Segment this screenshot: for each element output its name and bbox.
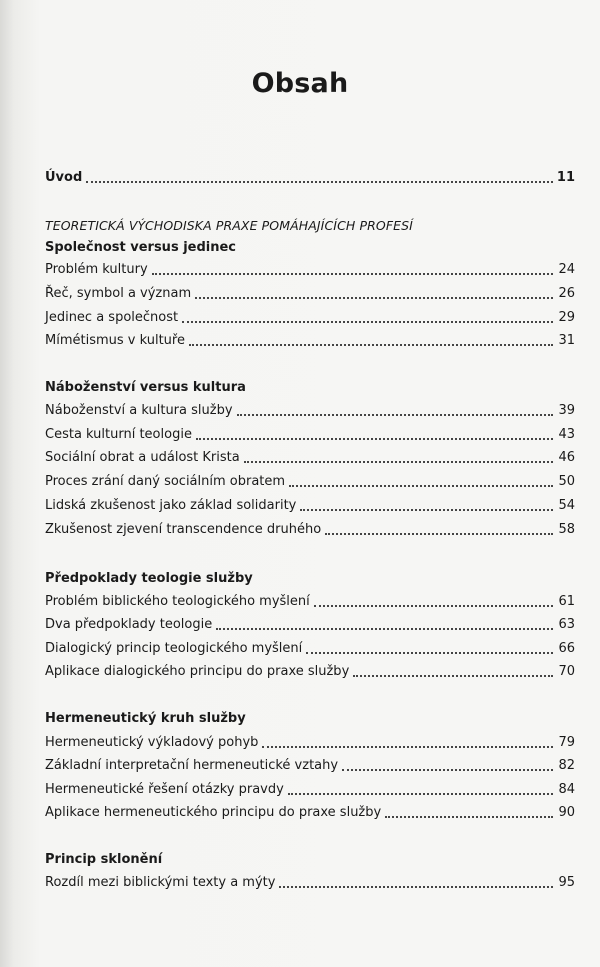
- toc-entry-page: 11: [556, 170, 575, 185]
- toc-entry-label: Cesta kulturní teologie: [45, 427, 192, 442]
- toc-entry-page: 29: [558, 310, 575, 325]
- toc-entry-page: 84: [558, 782, 575, 797]
- toc-entry-label: Náboženství a kultura služby: [45, 403, 233, 418]
- toc-entry: [45, 421, 575, 443]
- toc-entry-page: 54: [558, 498, 575, 513]
- dot-leader: [342, 768, 553, 771]
- section-heading: Hermeneutický kruh služby: [45, 711, 246, 726]
- section-heading: Princip sklonění: [45, 852, 163, 867]
- dot-leader: [325, 532, 553, 535]
- dot-leader: [216, 627, 553, 630]
- toc-entry-page: 43: [558, 427, 575, 442]
- toc-entry-label: Dva předpoklady teologie: [45, 617, 213, 632]
- toc-entry-label: Aplikace dialogického principu do praxe služby: [45, 664, 350, 679]
- toc-entry-label: Lidská zkušenost jako základ solidarity: [45, 498, 297, 513]
- dot-leader: [244, 460, 553, 463]
- toc-entry-page: 24: [558, 262, 575, 277]
- toc-entry-page: 39: [558, 403, 575, 418]
- toc-entry: [45, 304, 575, 326]
- toc-entry-label: Problém kultury: [45, 262, 148, 277]
- dot-leader: [306, 651, 553, 654]
- toc-entry: [45, 516, 575, 538]
- toc-entry-label: Řeč, symbol a význam: [45, 286, 192, 301]
- toc-entry: [45, 468, 575, 490]
- dot-leader: [289, 484, 553, 487]
- dot-leader: [262, 745, 553, 748]
- page-title: Obsah: [251, 68, 349, 99]
- toc-entry-label: Mímétismus v kultuře: [45, 333, 185, 348]
- toc-entry-label: Aplikace hermeneutického principu do praxe služby: [45, 805, 382, 820]
- toc-entry: [45, 799, 575, 821]
- toc-entry-page: 66: [558, 641, 575, 656]
- part-title: TEORETICKÁ VÝCHODISKA PRAXE POMÁHAJÍCÍCH PROFESÍ: [45, 218, 413, 233]
- toc-entry: [45, 869, 575, 891]
- toc-entry: [45, 635, 575, 657]
- toc-entry: [45, 280, 575, 302]
- toc-entry-label: Problém biblického teologického myšlení: [45, 594, 310, 609]
- toc-entry: [45, 444, 575, 466]
- dot-leader: [182, 320, 553, 323]
- toc-entry-intro: [45, 164, 575, 186]
- dot-leader: [195, 296, 553, 299]
- toc-entry-label: Sociální obrat a událost Krista: [45, 450, 240, 465]
- toc-entry-page: 26: [558, 286, 575, 301]
- toc-entry-label: Hermeneutický výkladový pohyb: [45, 735, 259, 750]
- toc-entry: [45, 776, 575, 798]
- toc-entry-label: Jedinec a společnost: [45, 310, 179, 325]
- toc-entry-label: Zkušenost zjevení transcendence druhého: [45, 522, 322, 537]
- toc-entry-page: 50: [558, 474, 575, 489]
- dot-leader: [196, 437, 553, 440]
- toc-entry-label: Hermeneutické řešení otázky pravdy: [45, 782, 284, 797]
- dot-leader: [300, 508, 553, 511]
- dot-leader: [86, 180, 553, 183]
- section-heading: Společnost versus jedinec: [45, 240, 237, 255]
- dot-leader: [353, 674, 553, 677]
- toc-entry-page: 31: [558, 333, 575, 348]
- toc-entry-page: 95: [558, 875, 575, 890]
- dot-leader: [152, 272, 553, 275]
- toc-entry-label: Úvod: [45, 170, 83, 185]
- dot-leader: [237, 413, 553, 416]
- toc-entry: [45, 658, 575, 680]
- toc-entry-label: Proces zrání daný sociálním obratem: [45, 474, 286, 489]
- toc-entry-page: 63: [558, 617, 575, 632]
- dot-leader: [385, 815, 553, 818]
- toc-entry: [45, 327, 575, 349]
- toc-entry-label: Dialogický princip teologického myšlení: [45, 641, 303, 656]
- section-heading: Náboženství versus kultura: [45, 380, 246, 395]
- toc-entry-label: Rozdíl mezi biblickými texty a mýty: [45, 875, 276, 890]
- dot-leader: [189, 343, 553, 346]
- toc-entry: [45, 729, 575, 751]
- dot-leader: [314, 604, 553, 607]
- toc-entry: [45, 588, 575, 610]
- toc-entry-page: 61: [558, 594, 575, 609]
- toc-entry: [45, 256, 575, 278]
- toc-entry-page: 70: [558, 664, 575, 679]
- toc-entry: [45, 752, 575, 774]
- toc-entry-page: 58: [558, 522, 575, 537]
- toc-entry: [45, 611, 575, 633]
- toc-entry-label: Základní interpretační hermeneutické vztahy: [45, 758, 339, 773]
- toc-entry-page: 90: [558, 805, 575, 820]
- section-heading: Předpoklady teologie služby: [45, 571, 253, 586]
- toc-entry: [45, 397, 575, 419]
- dot-leader: [288, 792, 553, 795]
- toc-entry-page: 46: [558, 450, 575, 465]
- toc-entry: [45, 492, 575, 514]
- toc-entry-page: 79: [558, 735, 575, 750]
- toc-entry-page: 82: [558, 758, 575, 773]
- dot-leader: [279, 885, 553, 888]
